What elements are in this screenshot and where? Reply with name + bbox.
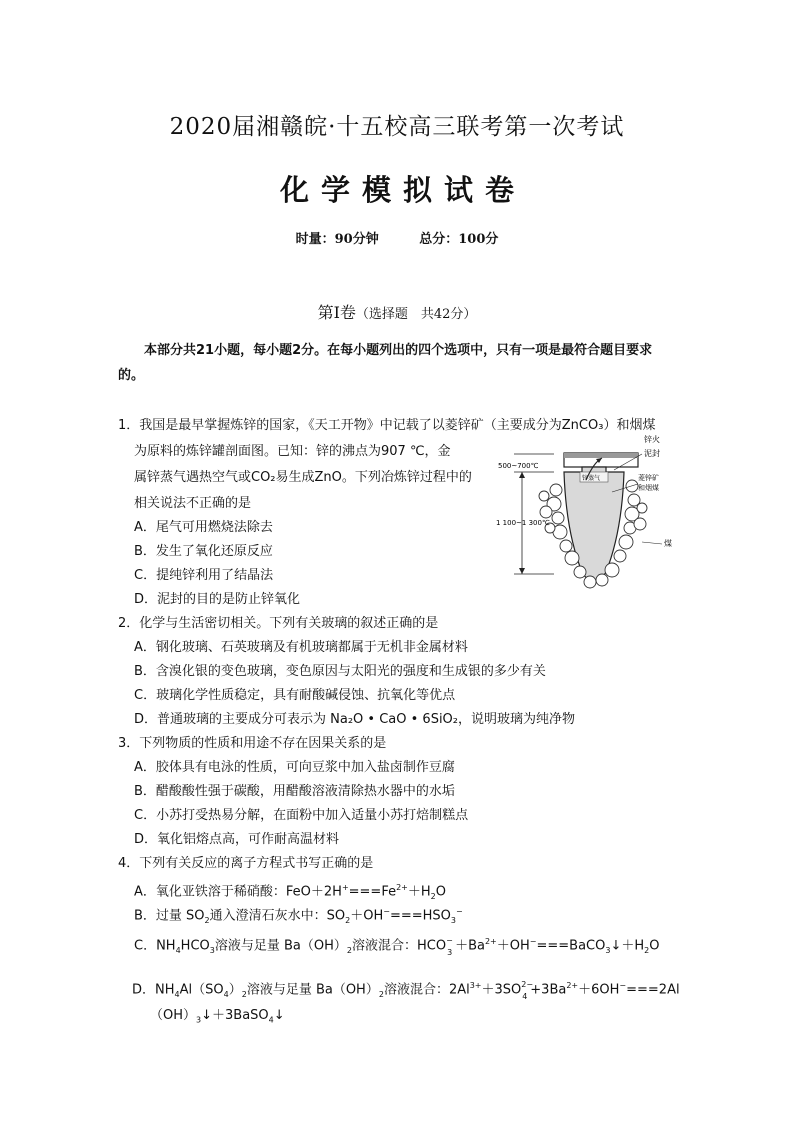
time-limit: 时量：90分钟 xyxy=(295,232,379,247)
label-fire: 锌火 xyxy=(644,435,660,444)
q1-line4: 相关说法不正确的是 xyxy=(134,496,252,511)
exam-meta xyxy=(0,228,794,247)
q1-option-b: B．发生了氧化还原反应 xyxy=(134,544,273,559)
q2-option-b: B．含溴化银的变色玻璃，变色原因与太阳光的强度和生成银的多少有关 xyxy=(134,664,546,679)
section-note: （选择题 共42分） xyxy=(355,307,477,322)
seal-layer xyxy=(564,453,638,458)
label-temp-main: 1 100~1 300℃ xyxy=(496,519,550,527)
label-coal: 煤 xyxy=(664,539,672,548)
total-score: 总分：100分 xyxy=(419,232,499,247)
label-ore-2: 和烟煤 xyxy=(638,484,659,492)
q4-option-d-continued: $(OH)_3↓+3BaSO_4↓$ xyxy=(150,1008,285,1025)
q4-option-d: D．$NH_4Al(SO_4)_2$溶液与足量 $Ba(OH)_2$溶液混合：$2Al^{3+}+3SO$ 2− 4 $+3Ba^{2+}+6OH^-===2Al$ xyxy=(132,980,680,1002)
q4-stem: 4．下列有关反应的离子方程式书写正确的是 xyxy=(118,856,374,871)
paper-subtitle: 化学模拟试卷 xyxy=(279,173,526,207)
exam-title: 2020届湘赣皖·十五校高三联考第一次考试 xyxy=(169,114,625,140)
label-ore-1: 菱锌矿 xyxy=(638,474,659,482)
q4-option-a: A．氧化亚铁溶于稀硝酸：$FeO+2H^+===Fe^{2+}+H_2O$ xyxy=(134,883,446,901)
q3-stem: 3．下列物质的性质和用途不存在因果关系的是 xyxy=(118,736,387,751)
q3-option-d: D．氧化铝熔点高，可作耐高温材料 xyxy=(134,832,340,847)
q4-option-c: C．$NH_4HCO_3$溶液与足量 $Ba(OH)_2$溶液混合：HCO − 3 $+Ba^{2+}+OH^-===BaCO_3↓+H_2O$ xyxy=(134,936,660,958)
q2-stem: 2．化学与生活密切相关。下列有关玻璃的叙述正确的是 xyxy=(118,616,439,631)
label-temp-top: 500~700℃ xyxy=(498,462,539,470)
q3-option-c: C．小苏打受热易分解，在面粉中加入适量小苏打焙制糕点 xyxy=(134,808,469,823)
label-vapor: 锌蒸气 xyxy=(582,475,601,482)
q1-line1: 1．我国是最早掌握炼锌的国家，《天工开物》中记载了以菱锌矿（主要成分为ZnCO₃）和烟煤 xyxy=(118,418,656,433)
q2-option-d: D．普通玻璃的主要成分可表示为 Na₂O • CaO • 6SiO₂，说明玻璃为纯净物 xyxy=(134,712,575,727)
q1-line2: 为原料的炼锌罐剖面图。已知：锌的沸点为907 ℃，金 xyxy=(134,444,451,459)
q1-option-d: D．泥封的目的是防止锌氧化 xyxy=(134,592,301,607)
section-intro: 本部分共21小题，每小题2分。在每小题列出的四个选项中，只有一项是最符合题目要求的。 xyxy=(118,343,653,383)
zinc-retort-figure xyxy=(494,432,694,592)
q1-line3: 属锌蒸气遇热空气或CO₂易生成ZnO。下列冶炼锌过程中的 xyxy=(134,470,472,485)
label-seal: 泥封 xyxy=(644,449,660,458)
q1-option-c: C．提纯锌利用了结晶法 xyxy=(134,568,274,583)
q3-option-b: B．醋酸酸性强于碳酸，用醋酸溶液清除热水器中的水垢 xyxy=(134,784,455,799)
section-heading xyxy=(0,300,794,323)
section-name: 第Ⅰ卷 xyxy=(317,303,356,322)
q2-option-c: C．玻璃化学性质稳定，具有耐酸碱侵蚀、抗氧化等优点 xyxy=(134,688,456,703)
q4-option-b: B．过量 $SO_2$通入澄清石灰水中：$SO_2+OH^-===HSO_3^-$ xyxy=(134,907,463,925)
q1-option-a: A．尾气可用燃烧法除去 xyxy=(134,520,273,535)
q2-option-a: A．钢化玻璃、石英玻璃及有机玻璃都属于无机非金属材料 xyxy=(134,640,468,655)
q3-option-a: A．胶体具有电泳的性质，可向豆浆中加入盐卤制作豆腐 xyxy=(134,760,455,775)
